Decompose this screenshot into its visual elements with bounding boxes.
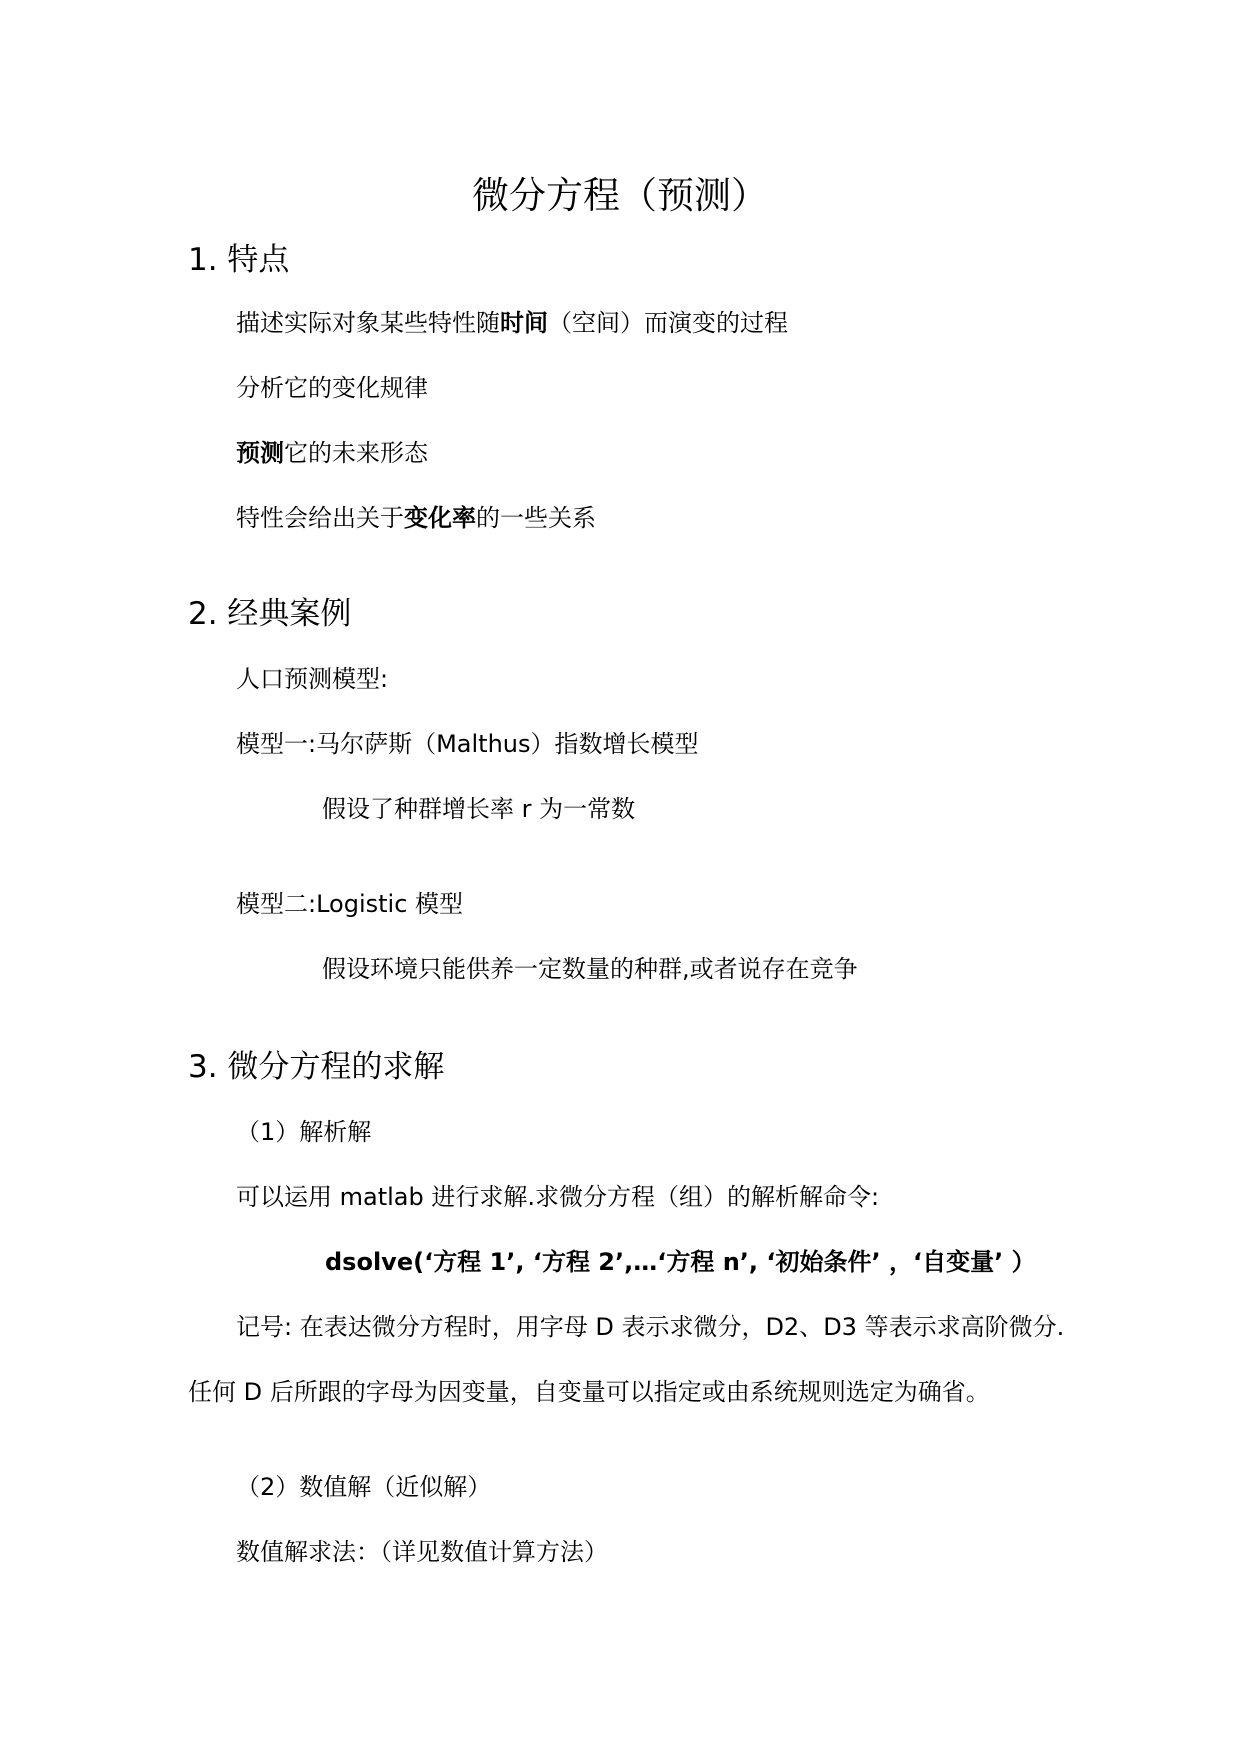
section-2-line-4: 模型二:Logistic 模型 bbox=[236, 890, 464, 918]
section-3-heading: 3. 微分方程的求解 bbox=[188, 1049, 445, 1085]
bold-text: 变化率 bbox=[404, 504, 476, 532]
section-3-line-2: 可以运用 matlab 进行求解.求微分方程（组）的解析解命令: bbox=[236, 1183, 880, 1211]
bold-text: 时间 bbox=[500, 309, 548, 337]
page-title: 微分方程（预测） bbox=[472, 174, 768, 217]
text-run: 它的未来形态 bbox=[284, 439, 428, 467]
section-3-line-4: 记号: 在表达微分方程时，用字母 D 表示求微分，D2、D3 等表示求高阶微分. bbox=[236, 1313, 1065, 1341]
section-1-line-1 bbox=[236, 307, 788, 339]
text-run: 特性会给出关于 bbox=[236, 504, 404, 532]
section-1-line-4 bbox=[236, 502, 596, 534]
section-3-line-6: （2）数值解（近似解） bbox=[236, 1473, 492, 1501]
section-3-line-7: 数值解求法：（详见数值计算方法） bbox=[236, 1538, 608, 1566]
section-1-line-3 bbox=[236, 437, 428, 469]
section-2-heading: 2. 经典案例 bbox=[188, 596, 352, 632]
text-run: 描述实际对象某些特性随 bbox=[236, 309, 500, 337]
section-2-line-2: 模型一:马尔萨斯（Malthus）指数增长模型 bbox=[236, 730, 699, 758]
text-run: 的一些关系 bbox=[476, 504, 596, 532]
section-3-line-5: 任何 D 后所跟的字母为因变量，自变量可以指定或由系统规则选定为确省。 bbox=[188, 1378, 990, 1406]
bold-text: 预测 bbox=[236, 439, 284, 467]
section-3-line-1: （1）解析解 bbox=[236, 1118, 372, 1146]
section-2-line-3: 假设了种群增长率 r 为一常数 bbox=[322, 795, 636, 823]
dsolve-command: dsolve(‘方程 1’, ‘方程 2’,…‘方程 n’, ‘初始条件’ ，‘自变量’ ） bbox=[325, 1248, 1036, 1276]
section-1-heading: 1. 特点 bbox=[188, 242, 290, 278]
section-2-line-1: 人口预测模型: bbox=[236, 665, 389, 693]
section-1-line-2: 分析它的变化规律 bbox=[236, 374, 428, 402]
section-2-line-5: 假设环境只能供养一定数量的种群,或者说存在竞争 bbox=[322, 955, 858, 983]
text-run: （空间）而演变的过程 bbox=[548, 309, 788, 337]
